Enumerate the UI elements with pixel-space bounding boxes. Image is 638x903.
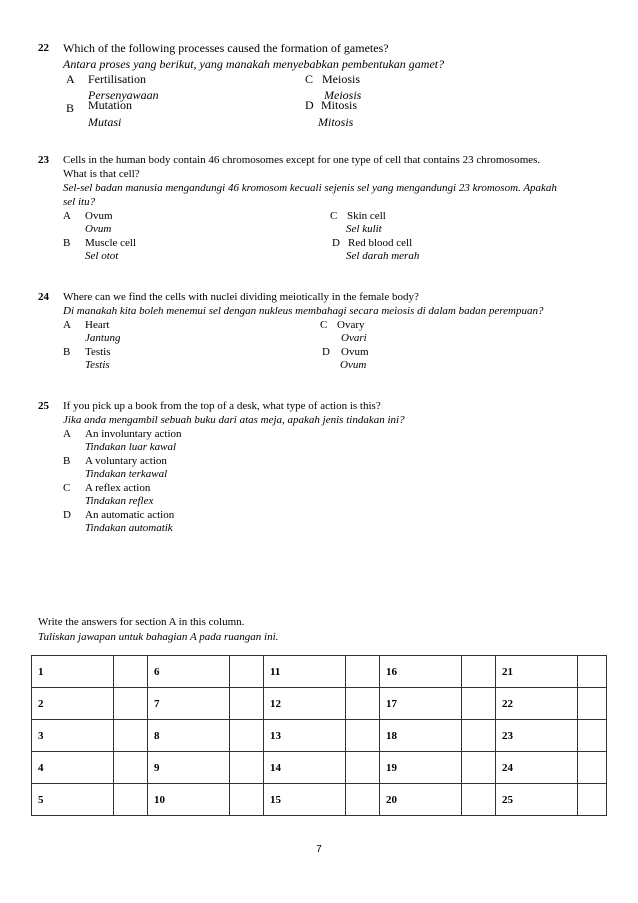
question-text-my: Jika anda mengambil sebuah buku dari atas meja, apakah jenis tindakan ini? xyxy=(63,414,405,426)
answer-number-cell: 2 xyxy=(32,688,114,720)
answer-number-cell: 14 xyxy=(264,752,346,784)
option-letter-d: D xyxy=(332,237,340,249)
answer-row xyxy=(32,688,607,720)
option-b-en: A voluntary action xyxy=(85,455,167,467)
option-c-en: Skin cell xyxy=(347,210,386,222)
option-letter-d: D xyxy=(322,346,330,358)
answer-box[interactable] xyxy=(230,688,264,720)
answer-box[interactable] xyxy=(114,688,148,720)
question-text-en-line2: What is that cell? xyxy=(63,168,140,180)
answer-box[interactable] xyxy=(230,656,264,688)
question-number: 23 xyxy=(38,154,49,166)
answer-number-cell: 20 xyxy=(380,784,462,816)
option-a-my: Persenyawaan xyxy=(88,88,159,102)
option-a-en: An involuntary action xyxy=(85,428,182,440)
option-b-my: Sel otot xyxy=(85,250,119,262)
answer-number-cell: 24 xyxy=(496,752,578,784)
option-c-my: Ovari xyxy=(341,332,367,344)
answer-row xyxy=(32,656,607,688)
option-c-en: A reflex action xyxy=(85,482,151,494)
answer-number-cell: 23 xyxy=(496,720,578,752)
answer-number-cell: 10 xyxy=(148,784,230,816)
question-text-my-line1: Sel-sel badan manusia mengandungi 46 kromosom kecuali sejenis sel yang mengandungi 23 kromosom. Apakah xyxy=(63,182,557,194)
answer-box[interactable] xyxy=(578,720,607,752)
option-letter-c: C xyxy=(320,319,328,331)
answer-box[interactable] xyxy=(114,720,148,752)
option-a-en: Fertilisation xyxy=(88,72,146,86)
page-number: 7 xyxy=(316,844,322,855)
option-a-my: Tindakan luar kawal xyxy=(85,441,177,453)
answer-box[interactable] xyxy=(578,752,607,784)
answer-row xyxy=(32,752,607,784)
answer-box[interactable] xyxy=(114,656,148,688)
option-letter-d: D xyxy=(63,509,71,521)
option-letter-b: B xyxy=(63,237,71,249)
option-d-my: Ovum xyxy=(340,359,367,371)
option-d-my: Mitosis xyxy=(318,115,354,129)
answer-number-cell: 11 xyxy=(264,656,346,688)
option-a-my: Ovum xyxy=(85,223,112,235)
option-letter-c: C xyxy=(330,210,338,222)
answer-number-cell: 22 xyxy=(496,688,578,720)
answer-number-cell: 25 xyxy=(496,784,578,816)
answer-row xyxy=(32,784,607,816)
answer-box[interactable] xyxy=(346,656,380,688)
answer-box[interactable] xyxy=(114,752,148,784)
answer-grid xyxy=(31,655,607,816)
question-number: 22 xyxy=(38,42,49,54)
option-d-my: Tindakan automatik xyxy=(85,522,173,534)
question-text-my: Di manakah kita boleh menemui sel dengan nukleus membahagi secara meiosis di dalam badan perempuan? xyxy=(63,305,544,317)
option-d-en: An automatic action xyxy=(85,509,175,521)
question-text-en-line1: Cells in the human body contain 46 chromosomes except for one type of cell that contains 23 chromosomes. xyxy=(63,154,541,166)
answer-number-cell: 17 xyxy=(380,688,462,720)
answer-number-cell: 7 xyxy=(148,688,230,720)
answer-box[interactable] xyxy=(462,656,496,688)
question-number: 24 xyxy=(38,291,49,303)
option-d-en: Mitosis xyxy=(321,98,358,112)
answer-number-cell: 9 xyxy=(148,752,230,784)
answer-number-cell: 15 xyxy=(264,784,346,816)
answer-instruction-my: Tuliskan jawapan untuk bahagian A pada ruangan ini. xyxy=(38,631,279,643)
answer-instruction-en: Write the answers for section A in this column. xyxy=(38,616,245,628)
option-letter-b: B xyxy=(66,101,75,115)
option-letter-a: A xyxy=(63,428,71,440)
option-letter-b: B xyxy=(63,455,71,467)
answer-number-cell: 13 xyxy=(264,720,346,752)
option-b-my: Testis xyxy=(85,359,110,371)
option-letter-d: D xyxy=(305,98,314,112)
answer-number-cell: 18 xyxy=(380,720,462,752)
question-text-en: If you pick up a book from the top of a desk, what type of action is this? xyxy=(63,400,381,412)
answer-number-cell: 4 xyxy=(32,752,114,784)
option-c-my: Tindakan reflex xyxy=(85,495,154,507)
option-b-en: Testis xyxy=(85,346,111,358)
option-letter-b: B xyxy=(63,346,71,358)
option-c-my: Meiosis xyxy=(324,88,362,102)
answer-number-cell: 3 xyxy=(32,720,114,752)
answer-box[interactable] xyxy=(578,656,607,688)
answer-box[interactable] xyxy=(578,784,607,816)
option-b-en: Muscle cell xyxy=(85,237,137,249)
answer-box[interactable] xyxy=(230,720,264,752)
option-a-my: Jantung xyxy=(85,332,121,344)
answer-number-cell: 1 xyxy=(32,656,114,688)
option-b-my: Tindakan terkawal xyxy=(85,468,168,480)
question-text-my-line2: sel itu? xyxy=(63,196,96,208)
answer-number-cell: 21 xyxy=(496,656,578,688)
option-letter-a: A xyxy=(63,319,71,331)
answer-number-cell: 19 xyxy=(380,752,462,784)
question-text-en: Which of the following processes caused the formation of gametes? xyxy=(63,41,389,55)
question-text-en: Where can we find the cells with nuclei dividing meiotically in the female body? xyxy=(63,291,419,303)
answer-number-cell: 6 xyxy=(148,656,230,688)
answer-box[interactable] xyxy=(462,784,496,816)
answer-box[interactable] xyxy=(462,720,496,752)
answer-box[interactable] xyxy=(230,752,264,784)
option-letter-a: A xyxy=(63,210,71,222)
option-b-en: Mutation xyxy=(88,98,132,112)
answer-box[interactable] xyxy=(346,752,380,784)
option-letter-c: C xyxy=(63,482,71,494)
answer-number-cell: 12 xyxy=(264,688,346,720)
answer-box[interactable] xyxy=(578,688,607,720)
option-d-en: Ovum xyxy=(341,346,369,358)
answer-box[interactable] xyxy=(346,720,380,752)
answer-box[interactable] xyxy=(462,688,496,720)
answer-box[interactable] xyxy=(230,784,264,816)
answer-row xyxy=(32,720,607,752)
option-c-en: Meiosis xyxy=(322,72,361,86)
option-letter-a: A xyxy=(66,72,75,86)
answer-box[interactable] xyxy=(346,688,380,720)
option-d-en: Red blood cell xyxy=(348,237,413,249)
option-c-my: Sel kulit xyxy=(346,223,382,235)
option-b-my: Mutasi xyxy=(88,115,122,129)
option-d-my: Sel darah merah xyxy=(346,250,420,262)
option-a-en: Heart xyxy=(85,319,110,331)
option-c-en: Ovary xyxy=(337,319,365,331)
option-letter-c: C xyxy=(305,72,314,86)
answer-box[interactable] xyxy=(114,784,148,816)
answer-number-cell: 8 xyxy=(148,720,230,752)
answer-box[interactable] xyxy=(462,752,496,784)
question-number: 25 xyxy=(38,400,49,412)
answer-number-cell: 5 xyxy=(32,784,114,816)
option-a-en: Ovum xyxy=(85,210,113,222)
answer-number-cell: 16 xyxy=(380,656,462,688)
question-text-my: Antara proses yang berikut, yang manakah menyebabkan pembentukan gamet? xyxy=(63,57,445,71)
answer-box[interactable] xyxy=(346,784,380,816)
